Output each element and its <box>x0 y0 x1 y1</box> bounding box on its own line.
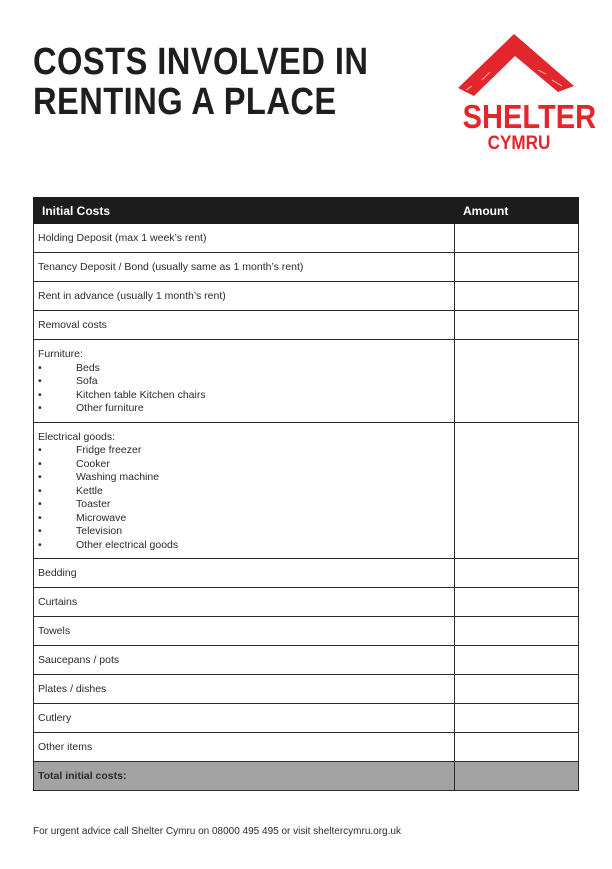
list-item: • Microwave <box>38 512 454 526</box>
table-row <box>34 311 579 340</box>
amount-cell[interactable] <box>455 340 579 423</box>
page-title-line-2: RENTING A PLACE <box>33 81 337 123</box>
row-label-curtains: Curtains <box>34 588 455 617</box>
list-item: • Washing machine <box>38 471 454 485</box>
shelter-cymru-logo <box>452 30 597 160</box>
amount-cell[interactable] <box>455 733 579 762</box>
amount-cell[interactable] <box>455 617 579 646</box>
page-title <box>33 42 368 122</box>
header-amount: Amount <box>455 198 579 224</box>
table-row <box>34 646 579 675</box>
table-row <box>34 617 579 646</box>
list-item: • Television <box>38 525 454 539</box>
table-header-row <box>34 198 579 224</box>
table-row-electrical <box>34 422 579 559</box>
header-initial-costs: Initial Costs <box>34 198 455 224</box>
table-row <box>34 733 579 762</box>
roof-icon <box>452 30 582 102</box>
table-row <box>34 675 579 704</box>
electrical-label: Electrical goods: <box>38 430 116 443</box>
amount-cell[interactable] <box>455 311 579 340</box>
row-label-bedding: Bedding <box>34 559 455 588</box>
table-row <box>34 704 579 733</box>
row-label-plates: Plates / dishes <box>34 675 455 704</box>
list-item: • Fridge freezer <box>38 444 454 458</box>
table-row <box>34 588 579 617</box>
table-row <box>34 253 579 282</box>
footer-contact-text: For urgent advice call Shelter Cymru on 08000 495 495 or visit sheltercymru.org.uk <box>33 826 401 837</box>
row-label-rent-in-advance: Rent in advance (usually 1 month’s rent) <box>34 282 455 311</box>
table-row <box>34 559 579 588</box>
amount-cell[interactable] <box>455 224 579 253</box>
row-label-cutlery: Cutlery <box>34 704 455 733</box>
list-item: • Other electrical goods <box>38 539 454 553</box>
row-label-towels: Towels <box>34 617 455 646</box>
list-item: • Kettle <box>38 485 454 499</box>
furniture-cell <box>34 340 455 423</box>
list-item: • Beds <box>38 362 454 376</box>
list-item: • Other furniture <box>38 402 454 416</box>
amount-cell[interactable] <box>455 704 579 733</box>
list-item: • Cooker <box>38 458 454 472</box>
table-row-furniture <box>34 340 579 423</box>
total-amount-cell[interactable] <box>455 762 579 791</box>
logo-wordmark-cymru: CYMRU <box>487 133 551 154</box>
total-label: Total initial costs: <box>34 762 455 791</box>
list-item: • Kitchen table Kitchen chairs <box>38 389 454 403</box>
total-row <box>34 762 579 791</box>
list-item: • Sofa <box>38 375 454 389</box>
furniture-list <box>38 362 454 416</box>
furniture-label: Furniture: <box>38 348 83 360</box>
amount-cell[interactable] <box>455 588 579 617</box>
amount-cell[interactable] <box>455 559 579 588</box>
row-label-tenancy-deposit: Tenancy Deposit / Bond (usually same as 1 month’s rent) <box>34 253 455 282</box>
electrical-cell <box>34 422 455 559</box>
list-item: • Toaster <box>38 498 454 512</box>
page-title-line-1: COSTS INVOLVED IN <box>33 41 369 83</box>
table-row <box>34 224 579 253</box>
amount-cell[interactable] <box>455 646 579 675</box>
row-label-removal-costs: Removal costs <box>34 311 455 340</box>
row-label-saucepans: Saucepans / pots <box>34 646 455 675</box>
amount-cell[interactable] <box>455 282 579 311</box>
costs-table <box>33 197 579 791</box>
amount-cell[interactable] <box>455 253 579 282</box>
amount-cell[interactable] <box>455 422 579 559</box>
table-row <box>34 282 579 311</box>
logo-wordmark-shelter: SHELTER <box>462 98 597 135</box>
row-label-holding-deposit: Holding Deposit (max 1 week’s rent) <box>34 224 455 253</box>
amount-cell[interactable] <box>455 675 579 704</box>
electrical-list <box>38 444 454 552</box>
row-label-other-items: Other items <box>34 733 455 762</box>
